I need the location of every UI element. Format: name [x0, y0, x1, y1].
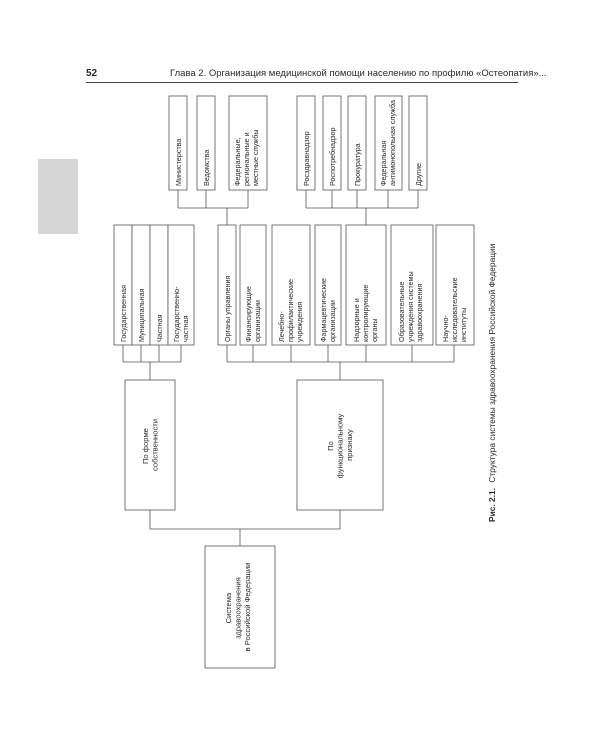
svg-text:Федеральные, региональ: Федеральные, региональные и местные службы — [233, 129, 260, 186]
group-ownership-label: По форме собственности — [141, 419, 160, 471]
group-ownership-box — [125, 380, 175, 510]
svg-text:Образовательные учрежд: Образовательные учреждения системы здравоохранения — [397, 271, 424, 342]
ownership-types — [114, 225, 194, 345]
svg-text:Министерства: Министерства — [174, 138, 183, 186]
functional-type-supervisory — [346, 225, 386, 345]
svg-text:Органы управления: Органы управления — [223, 275, 232, 342]
management-body-ministries — [169, 96, 187, 190]
page-number: 52 — [86, 68, 98, 79]
svg-text:Финансирующие организа: Финансирующие организации — [244, 286, 262, 342]
functional-type-medical — [272, 225, 310, 345]
ownership-type-public-private — [168, 225, 194, 345]
supervisory-body-other — [409, 96, 427, 190]
svg-text:Надзорные и контролиру: Надзорные и контролирующие органы — [352, 284, 379, 342]
supervisory-body-prosecutor — [348, 96, 366, 190]
svg-text:Государственная: Государственная — [119, 285, 128, 342]
management-body-services — [229, 96, 267, 190]
figure-caption-label: Рис. 2.1. — [487, 487, 497, 522]
running-title: Глава 2. Организация медицинской помощи населению по профилю «Остеопатия»... — [170, 68, 547, 79]
supervisory-bodies — [297, 96, 427, 190]
svg-text:Государственно- частна: Государственно- частная — [172, 286, 190, 342]
svg-text:Частная: Частная — [155, 314, 164, 342]
figure-caption-text: Структура системы здравоохранения Российской Федерации — [487, 243, 497, 483]
svg-text:Росздравнадзор: Росздравнадзор — [302, 131, 311, 186]
functional-types — [218, 225, 474, 345]
management-bodies — [169, 96, 267, 190]
svg-text:Лечебно- профилактичес: Лечебно- профилактические учреждения — [277, 278, 304, 342]
functional-type-education — [391, 225, 433, 345]
group-functional-box — [297, 380, 383, 510]
svg-text:Роспотребнадзор: Роспотребнадзор — [328, 127, 337, 186]
management-body-agencies — [197, 96, 215, 190]
root-box — [205, 546, 275, 668]
functional-type-management — [218, 225, 236, 345]
functional-type-research — [436, 225, 474, 345]
root-label: Система здравоохранения в Российской Федерации — [224, 562, 252, 652]
ownership-type-private — [150, 225, 168, 345]
ownership-type-state — [114, 225, 132, 345]
svg-text:Фармацевтические орган: Фармацевтические организации — [319, 278, 337, 342]
figure-caption — [487, 243, 497, 522]
supervisory-body-roszdravnadzor — [297, 96, 315, 190]
supervisory-body-antimonopoly — [375, 96, 402, 190]
svg-text:Федеральная антимонопо: Федеральная антимонопольная служба — [379, 99, 397, 186]
supervisory-body-rospotrebnadzor — [323, 96, 341, 190]
svg-text:Ведомства: Ведомства — [202, 149, 211, 186]
svg-text:Прокуратура: Прокуратура — [353, 143, 362, 186]
ownership-type-municipal — [132, 225, 150, 345]
functional-type-pharmacy — [315, 225, 341, 345]
svg-text:Другие: Другие — [414, 162, 423, 186]
group-functional-label: По функциональному признаку — [326, 413, 354, 479]
svg-text:Научно- исследовательс: Научно- исследовательские институты — [441, 277, 468, 342]
svg-text:Муниципальная: Муниципальная — [137, 288, 146, 342]
functional-type-financing — [240, 225, 266, 345]
